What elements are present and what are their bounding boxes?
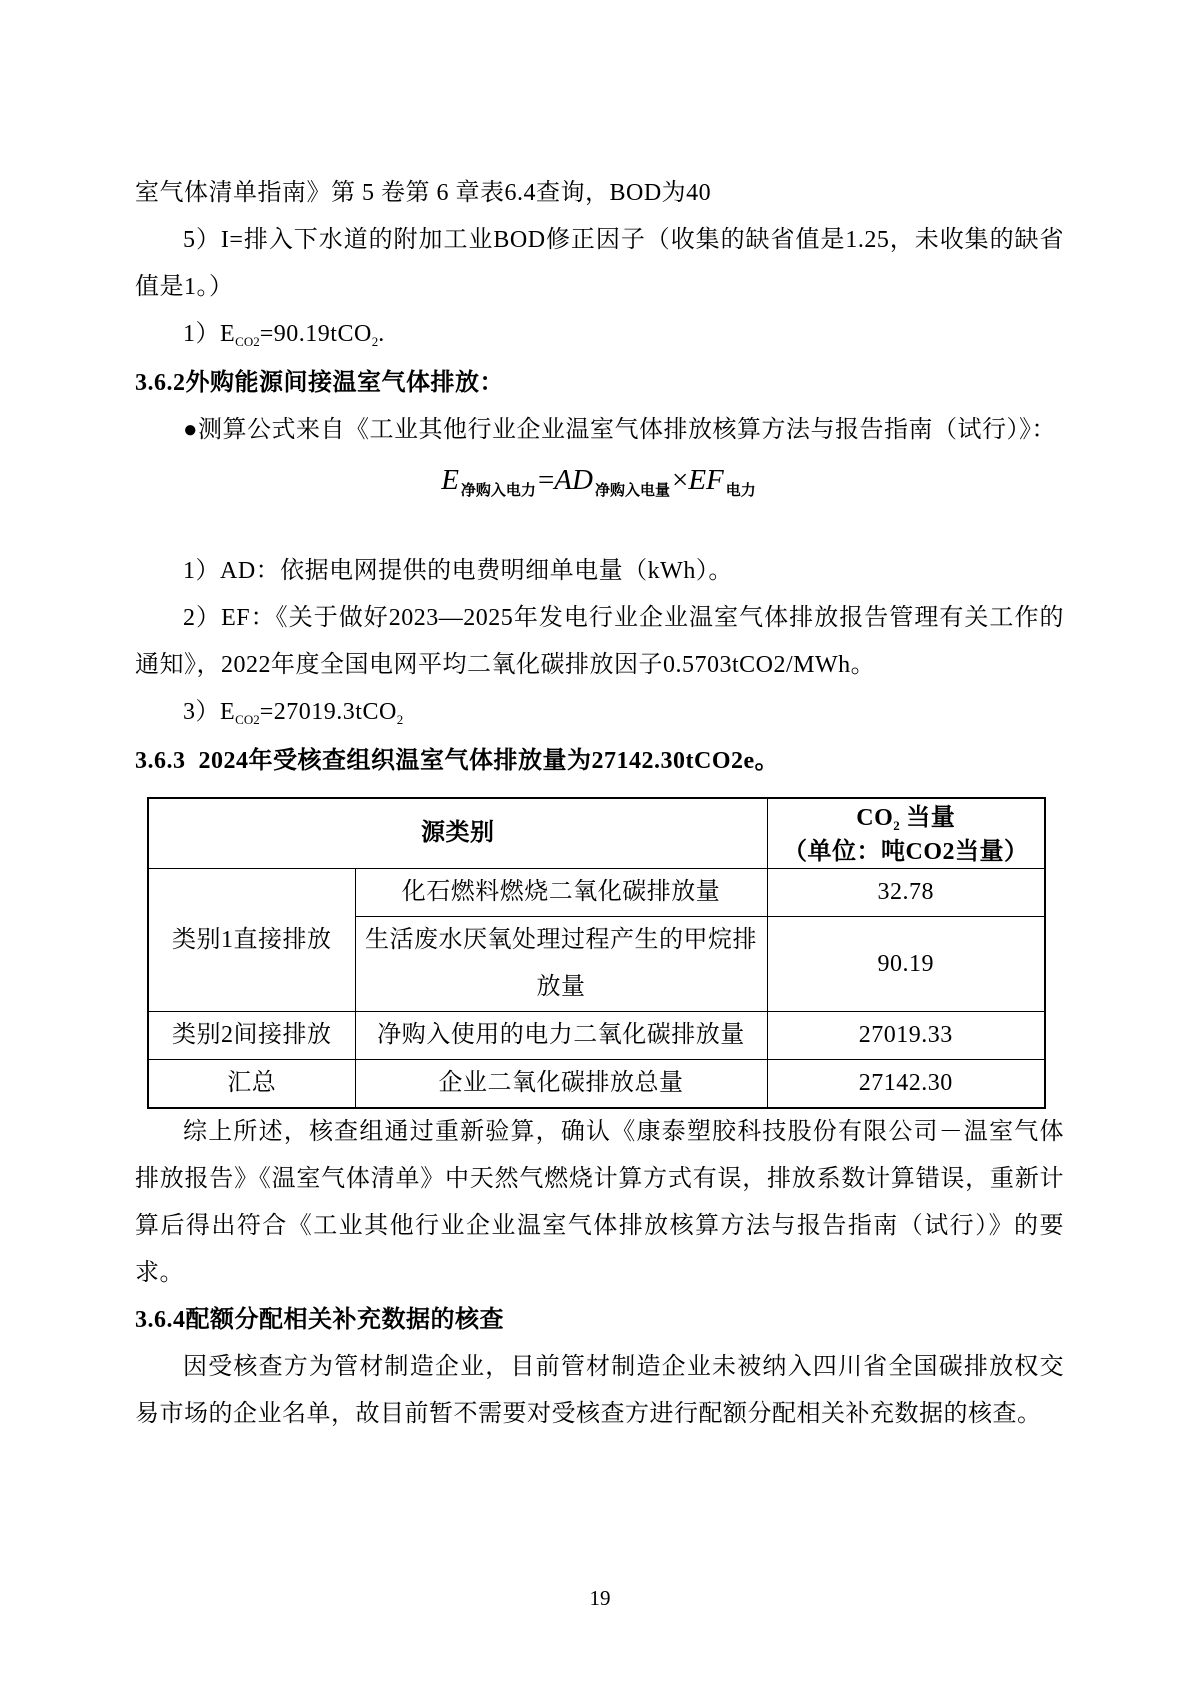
cell-wastewater-methane-value: 90.19 bbox=[767, 917, 1045, 1012]
paragraph-quota-allocation: 因受核查方为管材制造企业，目前管材制造企业未被纳入四川省全国碳排放权交易市场的企业名单，故目前暂不需要对受核查方进行配额分配相关补充数据的核查。 bbox=[135, 1354, 1064, 1427]
eco2-90-post: . bbox=[378, 321, 385, 347]
table-header-row bbox=[148, 798, 1045, 869]
header-co2-subscript: 2 bbox=[893, 818, 900, 833]
paragraph-eco2-90 bbox=[135, 311, 1064, 360]
cell-wastewater-methane-source: 生活废水厌氧处理过程产生的甲烷排放量 bbox=[355, 917, 767, 1012]
eco2-90-pre: 1）E bbox=[183, 321, 236, 347]
paragraph-eco2-27019 bbox=[135, 689, 1064, 738]
heading-3-6-2: 3.6.2外购能源间接温室气体排放： bbox=[135, 370, 504, 396]
cell-fossil-fuel-source: 化石燃料燃烧二氧化碳排放量 bbox=[355, 869, 767, 917]
page-number: 19 bbox=[589, 1586, 611, 1610]
cell-category2-indirect: 类别2间接排放 bbox=[148, 1012, 355, 1060]
table-row bbox=[148, 1012, 1045, 1060]
formula-term-e-subscript: 净购入电力 bbox=[460, 483, 536, 499]
header-source-category: 源类别 bbox=[148, 798, 767, 869]
header-co2-equiv-text: 当量 bbox=[899, 805, 956, 831]
heading-3-6-4: 3.6.4配额分配相关补充数据的核查 bbox=[135, 1307, 504, 1333]
eco2-27019-co2-subscript: 2 bbox=[396, 712, 404, 727]
formula-term-ad-subscript: 净购入电量 bbox=[594, 483, 670, 499]
header-co2-unit: （单位：吨CO2当量） bbox=[783, 839, 1029, 865]
eco2-90-co2-subscript: 2 bbox=[371, 334, 379, 349]
paragraph-verification-conclusion: 综上所述，核查组通过重新验算，确认《康泰塑胶科技股份有限公司－温室气体排放报告》《温室气体清单》中天然气燃烧计算方式有误，排放系数计算错误，重新计算后得出符合《工业其他行业企业温室气体排放核算方法与报告指南（试行）》的要求。 bbox=[135, 1119, 1064, 1286]
eco2-27019-subscript: CO2 bbox=[235, 712, 260, 727]
paragraph-item5-bod-factor: 5）I=排入下水道的附加工业BOD修正因子（收集的缺省值是1.25，未收集的缺省值是1。） bbox=[135, 227, 1064, 300]
header-co2-equivalent bbox=[767, 798, 1045, 869]
header-co2-text: CO bbox=[856, 805, 894, 831]
formula-term-ef-subscript: 电力 bbox=[725, 483, 756, 499]
paragraph-ad-definition: 1）AD：依据电网提供的电费明细单电量（kWh）。 bbox=[183, 558, 733, 584]
emissions-summary-table bbox=[147, 797, 1046, 1109]
paragraph-ef-definition: 2）EF：《关于做好2023—2025年发电行业企业温室气体排放报告管理有关工作的通知》，2022年度全国电网平均二氧化碳排放因子0.5703tCO2/MWh。 bbox=[135, 605, 1064, 678]
cell-purchased-electricity-value: 27019.33 bbox=[767, 1012, 1045, 1060]
eco2-90-subscript: CO2 bbox=[235, 334, 260, 349]
formula-term-e: E bbox=[441, 464, 459, 496]
formula-term-ef: EF bbox=[688, 464, 724, 496]
eco2-27019-pre: 3）E bbox=[183, 699, 236, 725]
formula-equals-sign: = bbox=[537, 464, 555, 496]
formula-term-ad: AD bbox=[554, 464, 593, 496]
cell-total-label: 汇总 bbox=[148, 1060, 355, 1109]
eco2-27019-value: =27019.3tCO bbox=[259, 699, 397, 725]
electricity-emission-formula bbox=[135, 454, 1064, 548]
table-row bbox=[148, 869, 1045, 917]
paragraph-bod-reference: 室气体清单指南》第 5 卷第 6 章表6.4查询，BOD为40 bbox=[135, 180, 712, 206]
cell-purchased-electricity-source: 净购入使用的电力二氧化碳排放量 bbox=[355, 1012, 767, 1060]
heading-3-6-3: 3.6.3 2024年受核查组织温室气体排放量为27142.30tCO2e。 bbox=[135, 748, 780, 774]
cell-category1-direct: 类别1直接排放 bbox=[148, 869, 355, 1012]
eco2-90-value: =90.19tCO bbox=[259, 321, 372, 347]
page-body bbox=[135, 170, 1064, 1438]
cell-total-value: 27142.30 bbox=[767, 1060, 1045, 1109]
formula-multiply-sign: × bbox=[671, 464, 689, 496]
table-row bbox=[148, 1060, 1045, 1109]
cell-fossil-fuel-value: 32.78 bbox=[767, 869, 1045, 917]
paragraph-formula-source: ●测算公式来自《工业其他行业企业温室气体排放核算方法与报告指南（试行）》： bbox=[183, 417, 1056, 443]
cell-total-source: 企业二氧化碳排放总量 bbox=[355, 1060, 767, 1109]
